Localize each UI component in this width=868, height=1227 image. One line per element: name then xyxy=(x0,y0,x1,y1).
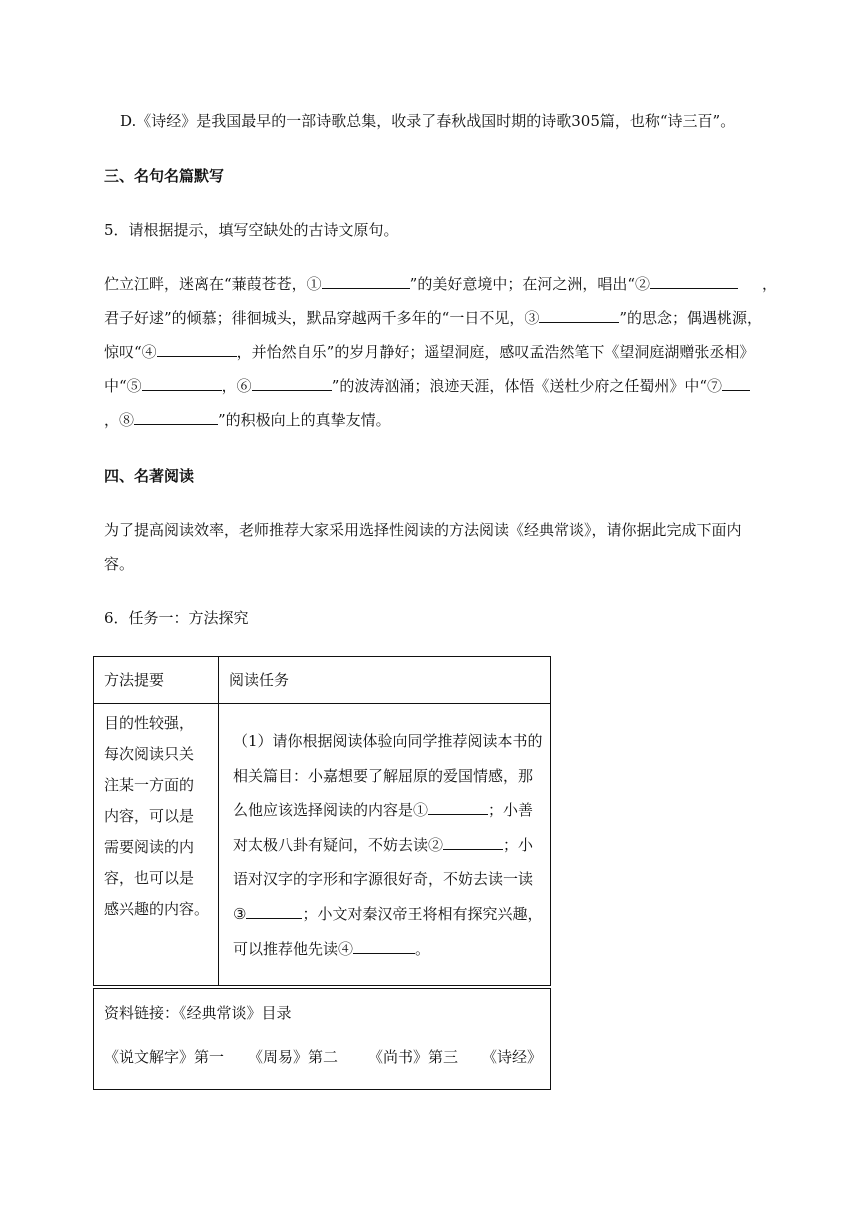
contents-item: 《诗经》 xyxy=(482,1048,543,1066)
passage-text: ”的思念；偶遇桃源， xyxy=(619,309,763,327)
passage-text: ”的积极向上的真挚友情。 xyxy=(218,411,391,429)
contents-item: 《周易》第二 xyxy=(248,1048,339,1066)
task-text-span: ；小善 xyxy=(488,801,534,820)
passage-text: 君子好逑”的倾慕；徘徊城头，默品穿越两千多年的“一日不见，③ xyxy=(104,309,540,327)
contents-item: 《尚书》第三 xyxy=(368,1048,459,1066)
task-line xyxy=(233,828,544,863)
passage-text: 惊叹“④ xyxy=(104,343,157,361)
passage-line-1 xyxy=(104,274,777,294)
method-line: 目的性较强， xyxy=(104,714,195,732)
blank-3[interactable] xyxy=(539,308,619,323)
passage-text: ”的波涛汹涌；浪迹天涯，体悟《送杜少府之任蜀州》中“⑦ xyxy=(331,377,723,395)
section4-intro-line1: 为了提高阅读效率，老师推荐大家采用选择性阅读的方法阅读《经典常谈》，请你据此完成下面内 xyxy=(104,521,742,539)
passage-text: ，⑥ xyxy=(221,377,252,395)
task-line xyxy=(233,932,544,967)
task-blank-2[interactable] xyxy=(443,835,503,850)
passage-text: 中“⑤ xyxy=(104,377,142,395)
task-blank-4[interactable] xyxy=(353,939,415,954)
method-line: 注某一方面的 xyxy=(104,776,195,794)
passage-text: ”的美好意境中；在河之洲，唱出“② xyxy=(409,275,651,293)
method-line: 容，也可以是 xyxy=(104,869,195,887)
task-text-span: 。 xyxy=(415,939,431,958)
task-cell xyxy=(219,704,551,986)
method-line: 感兴趣的内容。 xyxy=(104,900,210,918)
task-line xyxy=(233,897,544,932)
passage-text: 伫立江畔，迷离在“蒹葭苍苍，① xyxy=(104,275,322,293)
resource-contents xyxy=(104,1047,542,1067)
q5-prompt: 5．请根据提示，填写空缺处的古诗文原句。 xyxy=(104,221,399,239)
blank-4[interactable] xyxy=(157,342,237,357)
col-header-task: 阅读任务 xyxy=(229,671,290,689)
method-cell xyxy=(94,704,219,986)
task-text-span: 么他应该选择阅读的内容是① xyxy=(233,801,429,820)
section4-intro-line2: 容。 xyxy=(104,555,135,573)
table-header-cell xyxy=(219,657,551,704)
method-line: 每次阅读只关 xyxy=(104,745,195,763)
resource-title: 资料链接：《经典常谈》目录 xyxy=(104,1004,292,1022)
task-text-span: 可以推荐他先读④ xyxy=(233,939,354,958)
passage-line-5 xyxy=(104,410,391,430)
table-row xyxy=(94,704,551,986)
section3-heading: 三、名句名篇默写 xyxy=(104,167,225,185)
task-line: 相关篇目：小嘉想要了解屈原的爱国情感，那 xyxy=(233,766,534,785)
task-blank-3[interactable] xyxy=(246,904,302,919)
blank-7[interactable] xyxy=(722,376,750,391)
task-line: （1）请你根据阅读体验向同学推荐阅读本书的 xyxy=(233,732,543,750)
method-text xyxy=(94,704,218,925)
passage-line-3 xyxy=(104,342,754,362)
task-text-span: ；小 xyxy=(503,835,534,854)
task-text-span: ；小文对秦汉帝王将相有探究兴趣， xyxy=(302,904,543,923)
task-text-span: ③ xyxy=(233,904,247,923)
task-line xyxy=(233,793,544,828)
method-line: 内容，可以是 xyxy=(104,807,195,825)
table-header-row xyxy=(94,657,551,704)
task-text-span: 对太极八卦有疑问，不妨去读② xyxy=(233,835,444,854)
table-header-cell xyxy=(94,657,219,704)
blank-5[interactable] xyxy=(142,376,222,391)
blank-6[interactable] xyxy=(252,376,332,391)
q6-prompt: 6．任务一：方法探究 xyxy=(104,609,249,627)
passage-line-2 xyxy=(104,308,762,328)
method-line: 需要阅读的内 xyxy=(104,838,195,856)
task-line: 语对汉字的字形和字源很好奇，不妨去读一读 xyxy=(233,870,534,889)
method-task-table xyxy=(93,656,551,986)
blank-1[interactable] xyxy=(322,274,410,289)
q4-option-d: D.《诗经》是我国最早的一部诗歌总集，收录了春秋战国时期的诗歌305篇，也称“诗三百”。 xyxy=(120,112,736,130)
passage-text: ，⑧ xyxy=(104,411,135,429)
task-blank-1[interactable] xyxy=(428,800,488,815)
passage-line-4 xyxy=(104,376,750,396)
contents-item: 《说文解字》第一 xyxy=(104,1048,225,1066)
section4-heading: 四、名著阅读 xyxy=(104,467,195,485)
passage-text: ，并怡然自乐”的岁月静好；遥望洞庭，感叹孟浩然笔下《望洞庭湖赠张丞相》 xyxy=(236,343,755,361)
col-header-method: 方法提要 xyxy=(104,671,165,689)
blank-2[interactable] xyxy=(650,274,738,289)
passage-text: ， xyxy=(762,275,778,293)
task-text xyxy=(219,704,550,966)
blank-8[interactable] xyxy=(134,410,218,425)
resource-box xyxy=(93,988,551,1090)
